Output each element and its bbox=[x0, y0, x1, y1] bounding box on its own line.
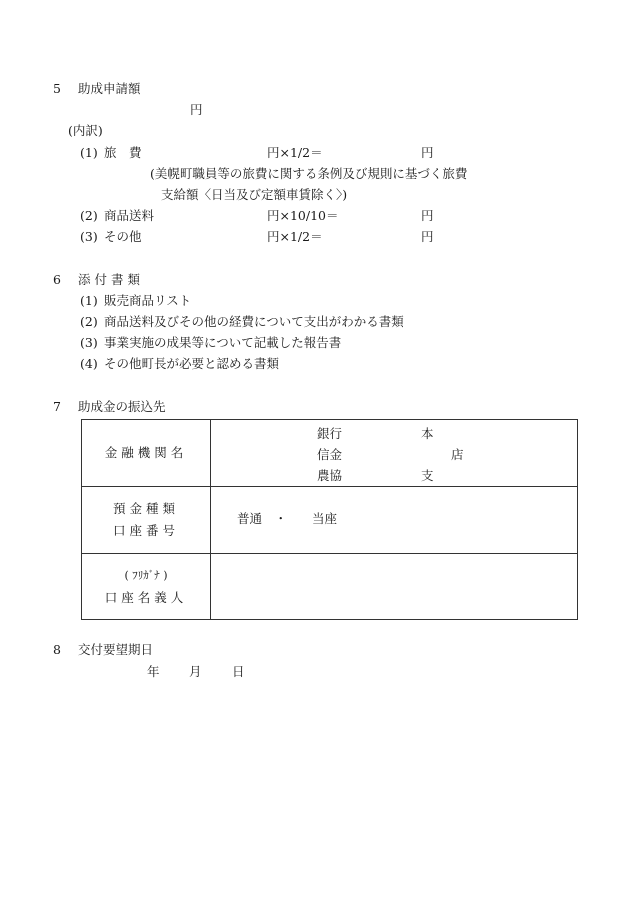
sec5-item2-unit: 円 bbox=[421, 208, 434, 223]
sec8-title: 交付要望期日 bbox=[78, 642, 154, 657]
bank-type-shinkin: 信金 bbox=[317, 447, 343, 462]
account-label-cell bbox=[82, 487, 211, 554]
sec6-item4-text: その他町長が必要と認める書類 bbox=[104, 356, 280, 371]
sec5-item3-formula: 円×1/2＝ bbox=[267, 229, 323, 244]
sec5-item2-label: 商品送料 bbox=[104, 208, 155, 223]
bank-transfer-table bbox=[81, 419, 578, 620]
account-holder-row bbox=[82, 554, 578, 620]
sec5-note-line2: 支給額〈日当及び定額車賃除く〉) bbox=[161, 187, 348, 202]
sec6-item1-text: 販売商品リスト bbox=[104, 293, 192, 308]
bank-name-label: 金融機関名 bbox=[104, 445, 188, 460]
sec5-item3-label: その他 bbox=[104, 229, 142, 244]
branch-type-hon: 本 bbox=[421, 426, 434, 441]
sec6-item3-no: (3) bbox=[80, 335, 98, 350]
sec5-title: 助成申請額 bbox=[78, 81, 141, 96]
bank-name-row bbox=[82, 420, 578, 487]
sec5-item3-unit: 円 bbox=[421, 229, 434, 244]
sec5-item1-label: 旅 費 bbox=[104, 145, 142, 160]
sec5-item1-formula: 円×1/2＝ bbox=[267, 145, 323, 160]
bank-type-ginko: 銀行 bbox=[317, 426, 343, 441]
sec5-note-line1: (美幌町職員等の旅費に関する条例及び規則に基づく旅費 bbox=[150, 166, 468, 181]
sec8-day: 日 bbox=[232, 664, 245, 679]
furigana-label: ( ﾌﾘｶﾞﾅ ) bbox=[124, 568, 168, 582]
sec6-item1-no: (1) bbox=[80, 293, 98, 308]
account-row bbox=[82, 487, 578, 554]
branch-type-shi: 支 bbox=[421, 468, 434, 483]
sec5-total-yen: 円 bbox=[190, 102, 203, 117]
sec8-number: 8 bbox=[53, 642, 61, 657]
sec5-item2-no: (2) bbox=[80, 208, 98, 223]
sec8-year: 年 bbox=[147, 664, 160, 679]
sec5-item1-unit: 円 bbox=[421, 145, 434, 160]
account-holder-label-cell bbox=[82, 554, 211, 620]
bank-type-nokyo: 農協 bbox=[317, 468, 343, 483]
deposit-type-label: 預金種類 bbox=[112, 501, 179, 516]
bank-name-value-cell[interactable] bbox=[211, 420, 578, 487]
account-number-label: 口座番号 bbox=[112, 523, 179, 538]
account-holder-value-cell[interactable] bbox=[211, 554, 578, 620]
sec6-item2-text: 商品送料及びその他の経費について支出がわかる書類 bbox=[104, 314, 404, 329]
sec7-number: 7 bbox=[53, 399, 61, 414]
sec5-number: 5 bbox=[53, 81, 61, 96]
sec6-item3-text: 事業実施の成果等について記載した報告書 bbox=[104, 335, 342, 350]
account-holder-label: 口座名義人 bbox=[104, 589, 188, 605]
bank-name-label-cell bbox=[82, 420, 211, 487]
sec6-title: 添付書類 bbox=[78, 272, 145, 287]
sec5-breakdown-label: (内訳) bbox=[68, 123, 103, 138]
sec8-month: 月 bbox=[189, 664, 202, 679]
account-value-cell[interactable] bbox=[211, 487, 578, 554]
sec6-item2-no: (2) bbox=[80, 314, 98, 329]
sec5-item1-no: (1) bbox=[80, 145, 98, 160]
deposit-type-options[interactable]: 普通 ・ 当座 bbox=[237, 511, 338, 526]
sec5-item2-formula: 円×10/10＝ bbox=[267, 208, 339, 223]
sec6-item4-no: (4) bbox=[80, 356, 98, 371]
sec5-item3-no: (3) bbox=[80, 229, 98, 244]
sec6-number: 6 bbox=[53, 272, 61, 287]
sec7-title: 助成金の振込先 bbox=[78, 399, 166, 414]
branch-type-ten: 店 bbox=[451, 447, 464, 462]
